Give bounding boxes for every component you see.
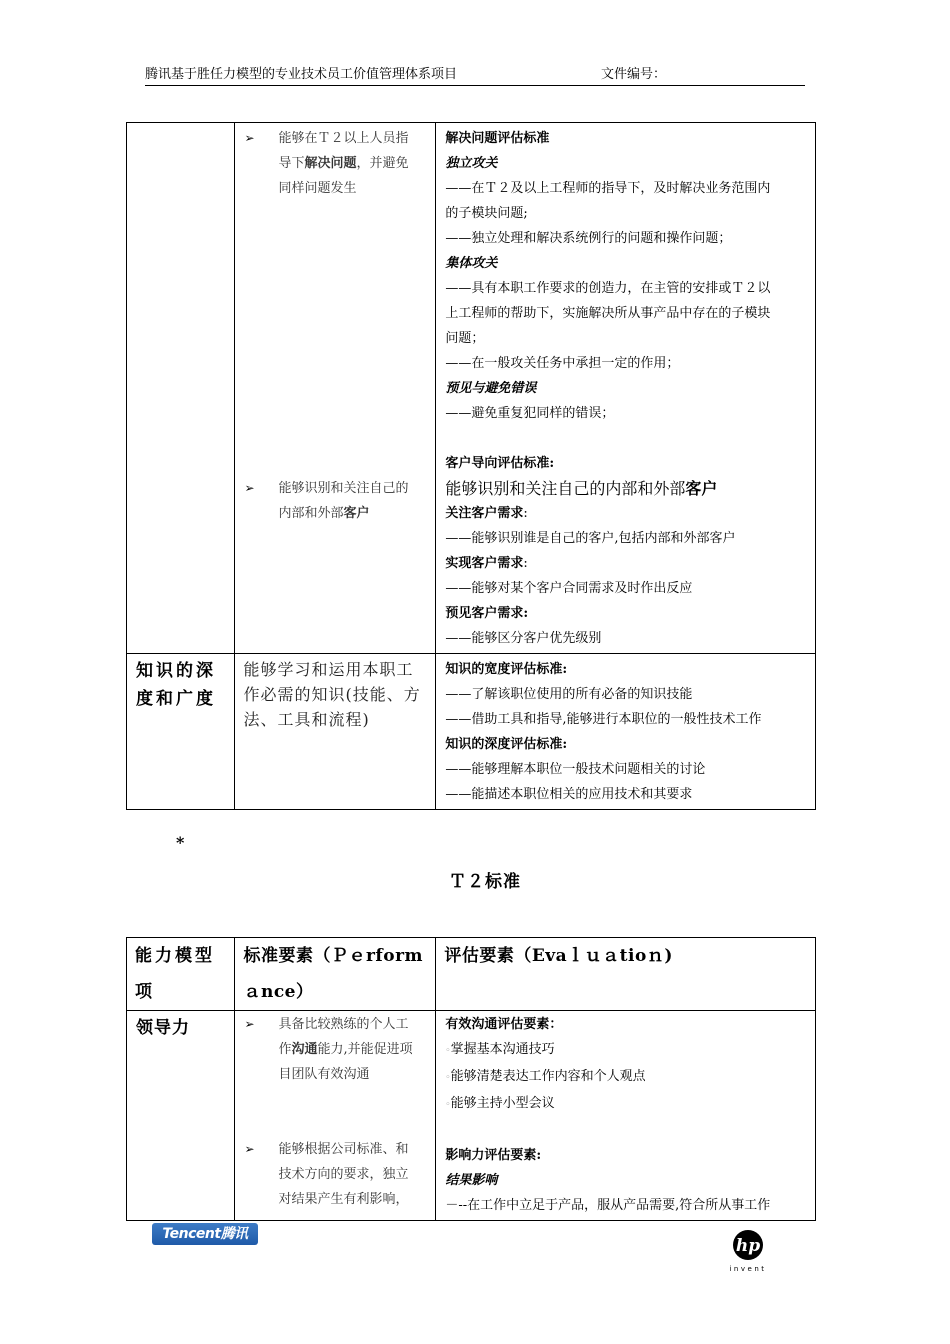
criteria-subheading: 预见客户需求: [445,606,529,621]
bullet-bold-text: 解决问题 [304,156,357,171]
tencent-logo: Tencent腾讯 [152,1223,258,1245]
criteria-cell [436,654,816,810]
criteria-subheading: 实现客户需求 [445,556,524,571]
performance-line: 能够学习和运用本职工 [243,660,414,679]
criteria-subheading: 关注客户需求 [445,506,524,521]
table-row [127,654,816,810]
performance-line: 作必需的知识(技能、方 [243,685,421,704]
criteria-line: ——能够理解本职位一般技术问题相关的讨论 [445,762,706,777]
criteria-heading: 知识的深度评估标准: [445,737,568,752]
bullet-communication [244,1012,427,1087]
criteria-line: ——能够识别谁是自己的客户,包括内部和外部客户 [445,531,736,546]
bullet-line: 导下解决问题，并避免 [278,156,409,171]
t2-standard-table [126,937,816,1221]
criteria-subheading-line: 关注客户需求: [445,506,528,521]
header-text: 评估要素（Evaｌｕａtioｎ) [444,946,673,966]
bullet-line: 技术方向的要求，独立 [278,1167,409,1182]
criteria-heading: 影响力评估要素: [445,1148,542,1163]
hp-tagline: invent [729,1265,767,1273]
performance-cell [235,123,436,654]
header-cell [127,938,235,1011]
performance-cell [235,1011,436,1221]
competency-label-cell [127,1011,235,1221]
criteria-big-bold: 客户 [685,479,718,498]
criteria-item: ◦能够清楚表达工作内容和个人观点 [445,1069,646,1084]
bullet-customer [244,476,427,526]
bullet-influence [244,1137,427,1212]
bullet-line: 能够根据公司标准、和 [278,1142,409,1157]
criteria-subheading: 预见与避免错误 [445,381,537,396]
competency-label-cell [127,123,235,654]
criteria-item-text: 能够主持小型会议 [450,1096,555,1111]
criteria-line: ——具有本职工作要求的创造力，在主管的安排或Ｔ２以 [445,281,771,296]
criteria-subheading-line: 实现客户需求: [445,556,528,571]
criteria-line: ——能够对某个客户合同需求及时作出反应 [445,581,693,596]
bullet-line: 内部和外部客户 [278,506,370,521]
criteria-subheading: 独立攻关 [445,156,498,171]
criteria-line: ——能描述本职位相关的应用技术和其要求 [445,787,693,802]
table-row [127,123,816,654]
criteria-line: 上工程师的帮助下，实施解决所从事产品中存在的子模块 [445,306,771,321]
bullet-bold-text: 客户 [343,506,370,521]
criteria-cell [436,1011,816,1221]
header-cell [235,938,436,1011]
bullet-line: 对结果产生有利影响， [278,1192,409,1207]
criteria-item: ◦掌握基本沟通技巧 [445,1042,555,1057]
criteria-heading: 有效沟通评估要素： [445,1017,563,1032]
criteria-line: ——避免重复犯同样的错误； [445,406,615,421]
header-text: 能力模型 [135,946,215,966]
page-header [145,67,805,86]
competency-label: 领导力 [136,1018,190,1038]
arrow-bullet-icon: ➢ [244,1142,255,1156]
competency-label: 度和广度 [136,689,216,709]
header-cell [436,938,816,1011]
bullet-bold-text: 沟通 [291,1042,318,1057]
arrow-bullet-icon: ➢ [244,481,255,495]
hp-logo-text: hp [735,1236,761,1256]
table-row [127,1011,816,1221]
criteria-line: ——了解该职位使用的所有必备的知识技能 [445,687,693,702]
criteria-item: ◦能够主持小型会议 [445,1096,555,1111]
header-text: ａnce） [243,982,314,1002]
bullet-line: 同样问题发生 [278,181,357,196]
bullet-line: 能够在Ｔ２以上人员指 [278,131,409,146]
criteria-line: ——能够区分客户优先级别 [445,631,602,646]
header-text: 标准要素（Ｐｅrform [243,946,424,966]
hp-logo [723,1228,773,1274]
criteria-line: ——在Ｔ２及以上工程师的指导下，及时解决业务范围内 [445,181,771,196]
competency-label-cell [127,654,235,810]
competency-table-continued [126,122,816,810]
criteria-line: －--在工作中立足于产品，服从产品需要,符合所从事工作 [445,1198,771,1213]
bullet-line: 具备比较熟练的个人工 [278,1017,409,1032]
criteria-big-text: 能够识别和关注自己的内部和外部 [445,479,686,498]
criteria-line: ——借助工具和指导,能够进行本职位的一般性技术工作 [445,712,762,727]
header-text: 项 [135,982,155,1002]
criteria-item-text: 能够清楚表达工作内容和个人观点 [450,1069,646,1084]
criteria-subheading: 集体攻关 [445,256,498,271]
criteria-cell [436,123,816,654]
bullet-line: 能够识别和关注自己的 [278,481,409,496]
criteria-line: ——独立处理和解决系统例行的问题和操作问题； [445,231,732,246]
performance-line: 法、工具和流程) [243,710,370,729]
asterisk-mark: * [176,833,185,852]
bullet-line: 目团队有效沟通 [278,1067,370,1082]
competency-label: 知识的深 [136,661,216,681]
criteria-item-text: 掌握基本沟通技巧 [450,1042,555,1057]
criteria-line: 的子模块问题; [445,206,528,221]
document-title: 腾讯基于胜任力模型的专业技术员工价值管理体系项目 [145,67,458,82]
criteria-heading: 解决问题评估标准 [445,131,550,146]
criteria-heading: 知识的宽度评估标准: [445,662,568,677]
arrow-bullet-icon: ➢ [244,1017,255,1031]
criteria-heading: 客户导向评估标准: [445,456,555,471]
bullet-problem-solving [244,126,427,201]
criteria-big-line [445,476,807,501]
table-header-row [127,938,816,1011]
arrow-bullet-icon: ➢ [244,131,255,145]
bullet-line: 作沟通能力,并能促进项 [278,1042,413,1057]
criteria-line: 问题； [445,331,485,346]
performance-cell [235,654,436,810]
criteria-line: ——在一般攻关任务中承担一定的作用； [445,356,680,371]
criteria-subheading: 结果影响 [445,1173,498,1188]
doc-number-label: 文件编号： [601,67,667,82]
section-title: Ｔ２标准 [449,872,521,892]
